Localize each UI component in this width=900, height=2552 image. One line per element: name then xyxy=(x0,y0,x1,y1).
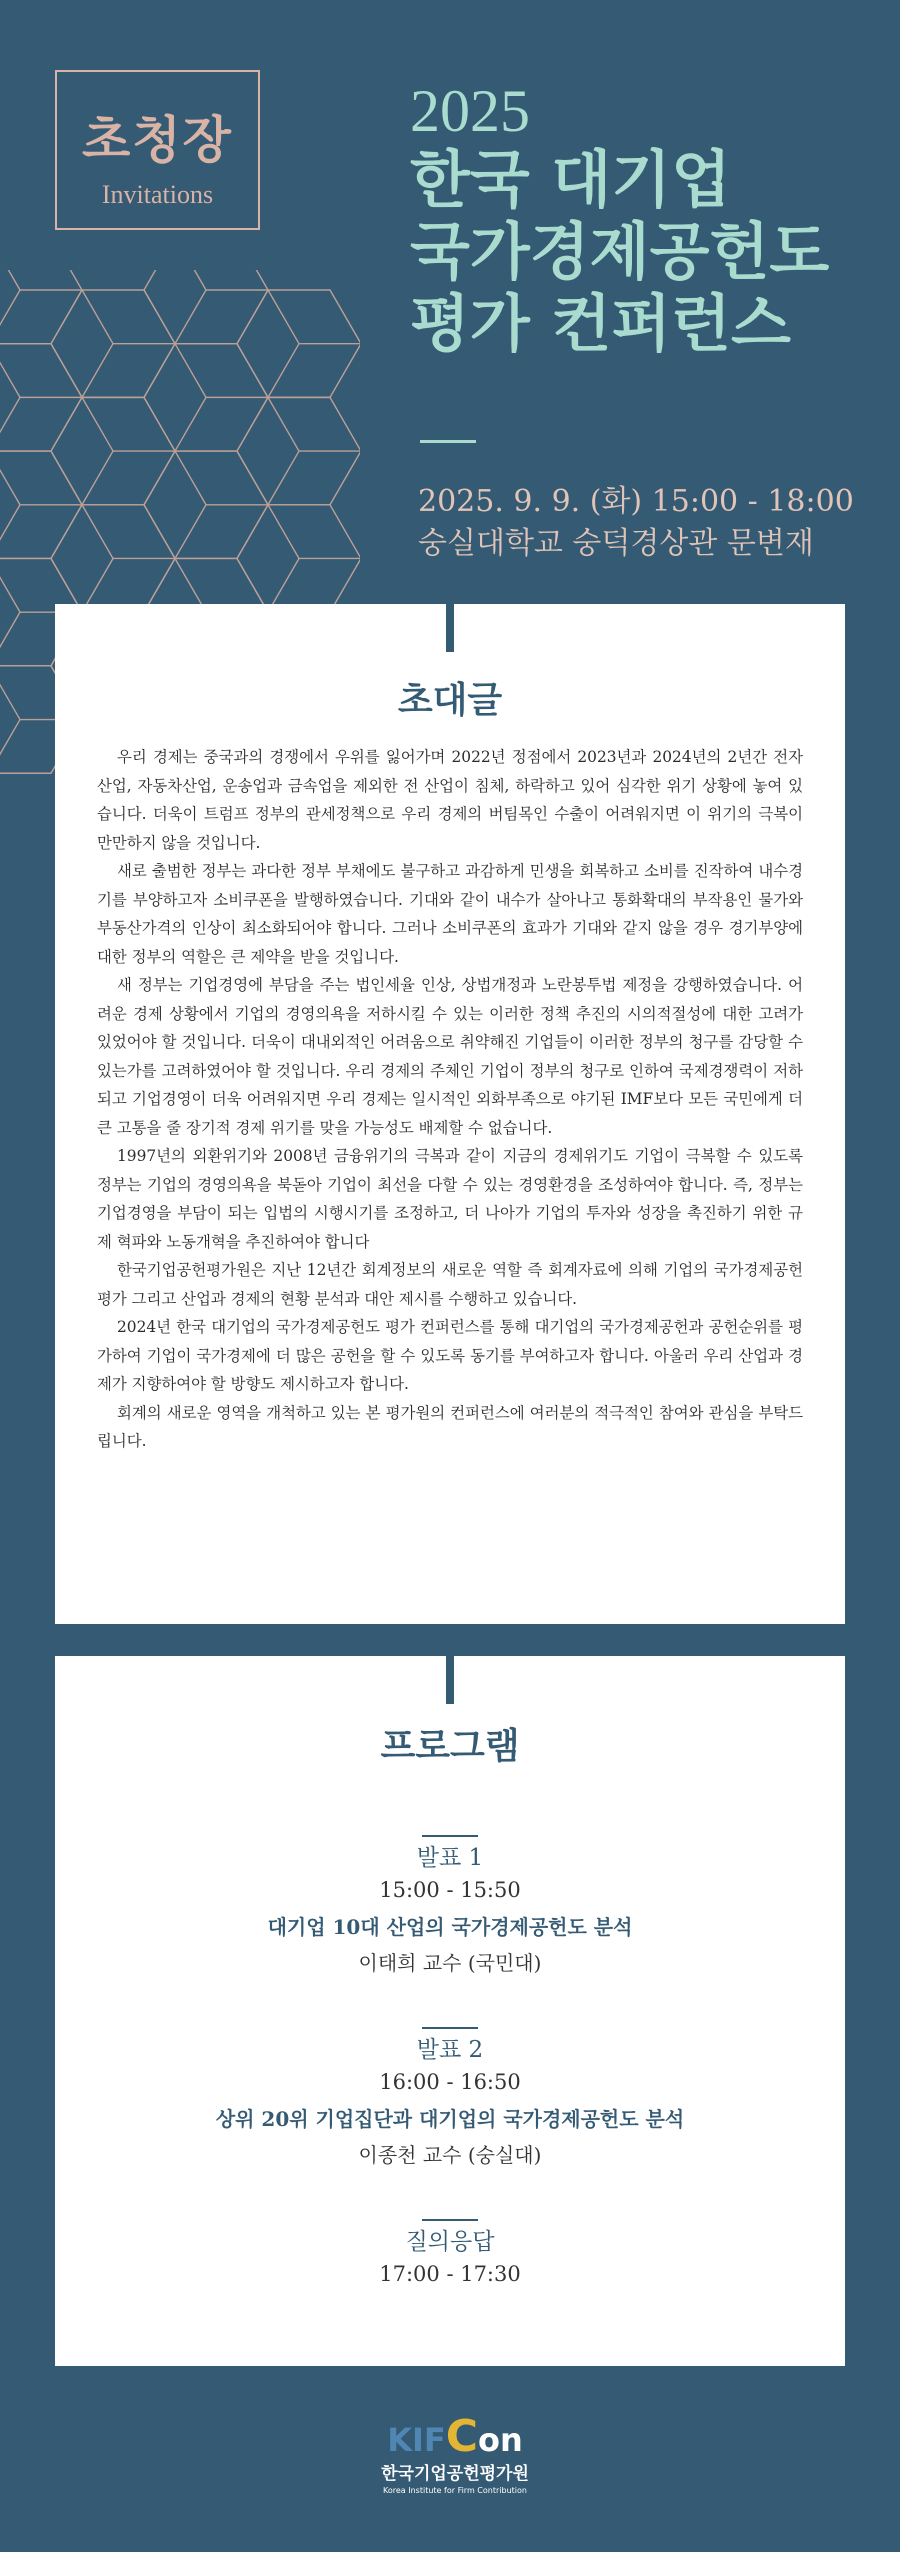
program-item-label: 질의응답 xyxy=(405,2229,495,2255)
card-tab-marker xyxy=(446,600,454,652)
invitation-letter-card xyxy=(55,604,845,1624)
organizer-name-ko: 한국기업공헌평가원 xyxy=(381,2464,529,2484)
program-item-speaker: 이태희 교수 (국민대) xyxy=(358,1951,542,1975)
conference-title-line-3: 평가 컨퍼런스 xyxy=(410,287,791,360)
logo-kif-text: KIF xyxy=(387,2421,446,2459)
event-venue: 숭실대학교 숭덕경상관 문변재 xyxy=(418,526,814,561)
hexagon-cube-edge xyxy=(82,344,113,398)
hexagon-cube-edge xyxy=(0,451,20,505)
logo-c-text: C xyxy=(445,2411,479,2462)
hexagon-cube-edge xyxy=(268,451,299,505)
hexagon-outline xyxy=(0,270,82,344)
title-divider xyxy=(420,440,476,443)
hexagon-cube-edge xyxy=(175,451,206,505)
kifcon-logo-mark xyxy=(365,2411,545,2462)
hexagon-cube-edge xyxy=(0,558,20,612)
invitation-badge xyxy=(55,70,260,230)
letter-body xyxy=(55,723,845,1456)
hexagon-cube-edge xyxy=(82,505,113,559)
letter-paragraph: 회계의 새로운 영역을 개척하고 있는 본 평가원의 컨퍼런스에 여러분의 적극적인 참여와 관심을 부탁드립니다. xyxy=(97,1403,803,1450)
program-item-topic: 대기업 10대 산업의 국가경제공헌도 분석 xyxy=(267,1915,633,1939)
program-item-qna xyxy=(55,2219,845,2291)
hexagon-cube-edge xyxy=(0,270,20,290)
hexagon-cube-edge xyxy=(0,344,20,398)
letter-paragraph: 새로 출범한 정부는 과다한 정부 부채에도 불구하고 과감하게 민생을 회복하고 소비를 진작하여 내수경기를 부양하고자 소비쿠폰을 발행하였습니다. 기대와 같이 내수가 살아나고 통화확대의 부작용인 물가와 부동산가격의 인상이 최소화되어야 합니다. 그러나 소비쿠폰의 효과가 기대와 같지 않을 경우 경기부양에 대한 정부의 역할은 큰 제약을 받을 것입니다. xyxy=(97,862,803,966)
program-item-presentation-2 xyxy=(55,2027,845,2171)
event-datetime: 2025. 9. 9. (화) 15:00 - 18:00 xyxy=(418,484,854,519)
letter-paragraph: 새 정부는 기업경영에 부담을 주는 법인세율 인상, 상법개정과 노란봉투법 제정을 강행하였습니다. 어려운 경제 상황에서 기업의 경영의욕을 저하시킬 수 있는 이러한 정책 추진의 시의적절성에 대한 고려가 있었어야 할 것입니다. 더욱이 대내외적인 어려움으로 취약해진 기업들이 이러한 정부의 청구를 감당할 수 있는가를 고려하였어야 할 것입니다. 우리 경제의 주체인 기업이 정부의 청구로 인하여 국제경쟁력이 저하되고 기업경영이 더욱 어려워지면 우리 경제는 일시적인 외화부족으로 야기된 IMF보다 모든 국민에게 더 큰 고통을 줄 장기적 경제 위기를 맞을 가능성도 배제할 수 없습니다. xyxy=(97,976,803,1137)
program-item-time: 15:00 - 15:50 xyxy=(379,1878,521,1902)
program-item-speaker: 이종천 교수 (숭실대) xyxy=(358,2143,542,2167)
program-item-rule xyxy=(422,2219,478,2221)
letter-paragraph: 2024년 한국 대기업의 국가경제공헌도 평가 컨퍼런스를 통해 대기업의 국가경제공헌과 공헌순위를 평가하여 기업이 국가경제에 더 많은 공헌을 할 수 있도록 동기를 부여하고자 합니다. 아울러 우리 산업과 경제가 지향하여야 할 방향도 제시하고자 합니다. xyxy=(97,1318,803,1393)
hexagon-cube-edge xyxy=(175,397,206,451)
hexagon-cube-edge xyxy=(0,666,20,720)
conference-title-line-2: 국가경제공헌도 xyxy=(410,215,830,288)
conference-year: 2025 xyxy=(410,78,530,144)
card-tab-marker xyxy=(446,1652,454,1704)
letter-heading: 초대글 xyxy=(397,679,503,721)
conference-title xyxy=(410,78,829,360)
hexagon-cube-edge xyxy=(0,397,20,451)
program-heading: 프로그램 xyxy=(380,1725,520,1767)
program-item-time: 17:00 - 17:30 xyxy=(379,2262,521,2286)
hexagon-cube-edge xyxy=(82,451,113,505)
organizer-logo xyxy=(365,2411,545,2495)
invitation-title-ko: 초청장 xyxy=(82,110,233,169)
invitation-title-en: Invitations xyxy=(101,180,214,209)
hexagon-cube-edge xyxy=(0,612,20,666)
hexagon-cube-edge xyxy=(175,344,206,398)
program-item-label: 발표 2 xyxy=(416,2037,484,2063)
program-item-presentation-1 xyxy=(55,1835,845,1979)
hexagon-cube-edge xyxy=(0,290,20,344)
program-item-label: 발표 1 xyxy=(416,1845,484,1871)
hexagon-cube-edge xyxy=(82,290,113,344)
conference-title-line-1: 한국 대기업 xyxy=(410,143,732,216)
hexagon-cube-edge xyxy=(0,720,20,774)
hexagon-cube-edge xyxy=(82,397,113,451)
hexagon-cube-edge xyxy=(0,505,20,559)
organizer-name-en: Korea Institute for Firm Contribution xyxy=(383,2486,527,2495)
hexagon-cube-edge xyxy=(268,344,299,398)
hexagon-cube-edge xyxy=(175,505,206,559)
program-card xyxy=(55,1656,845,2366)
hexagon-cube-edge xyxy=(268,505,299,559)
hexagon-cube-edge xyxy=(175,290,206,344)
logo-on-text: on xyxy=(478,2421,523,2459)
letter-paragraph: 1997년의 외환위기와 2008년 금융위기의 극복과 같이 지금의 경제위기도 기업이 극복할 수 있도록 정부는 기업의 경영의욕을 북돋아 기업이 최선을 다할 수 있는 경영환경을 조성하여야 합니다. 즉, 정부는 기업경영을 부담이 되는 입법의 시행시기를 조정하고, 더 나아가 기업의 투자와 성장을 촉진하기 위한 규제 혁파와 노동개혁을 추진하여야 합니다 xyxy=(97,1147,803,1251)
program-item-topic: 상위 20위 기업집단과 대기업의 국가경제공헌도 분석 xyxy=(215,2107,685,2131)
program-item-rule xyxy=(422,2027,478,2029)
program-item-rule xyxy=(422,1835,478,1837)
hexagon-cube-edge xyxy=(268,397,299,451)
hexagon-cube-edge xyxy=(268,290,299,344)
hexagon-outline xyxy=(144,270,268,344)
hexagon-cube-edge xyxy=(175,270,206,290)
program-item-time: 16:00 - 16:50 xyxy=(379,2070,521,2094)
letter-paragraph: 한국기업공헌평가원은 지난 12년간 회계정보의 새로운 역할 즉 회계자료에 의해 기업의 국가경제공헌 평가 그리고 산업과 경제의 현황 분석과 대안 제시를 수행하고 있습니다. xyxy=(97,1261,803,1308)
letter-paragraph: 우리 경제는 중국과의 경쟁에서 우위를 잃어가며 2022년 정점에서 2023년과 2024년의 2년간 전자산업, 자동차산업, 운송업과 금속업을 제외한 전 산업이 침체, 하락하고 있어 심각한 위기 상황에 놓여 있습니다. 더욱이 트럼프 정부의 관세정책으로 우리 경제의 버팀목인 수출이 어려워지면 이 위기의 극복이 만만하지 않을 것입니다. xyxy=(97,748,803,852)
